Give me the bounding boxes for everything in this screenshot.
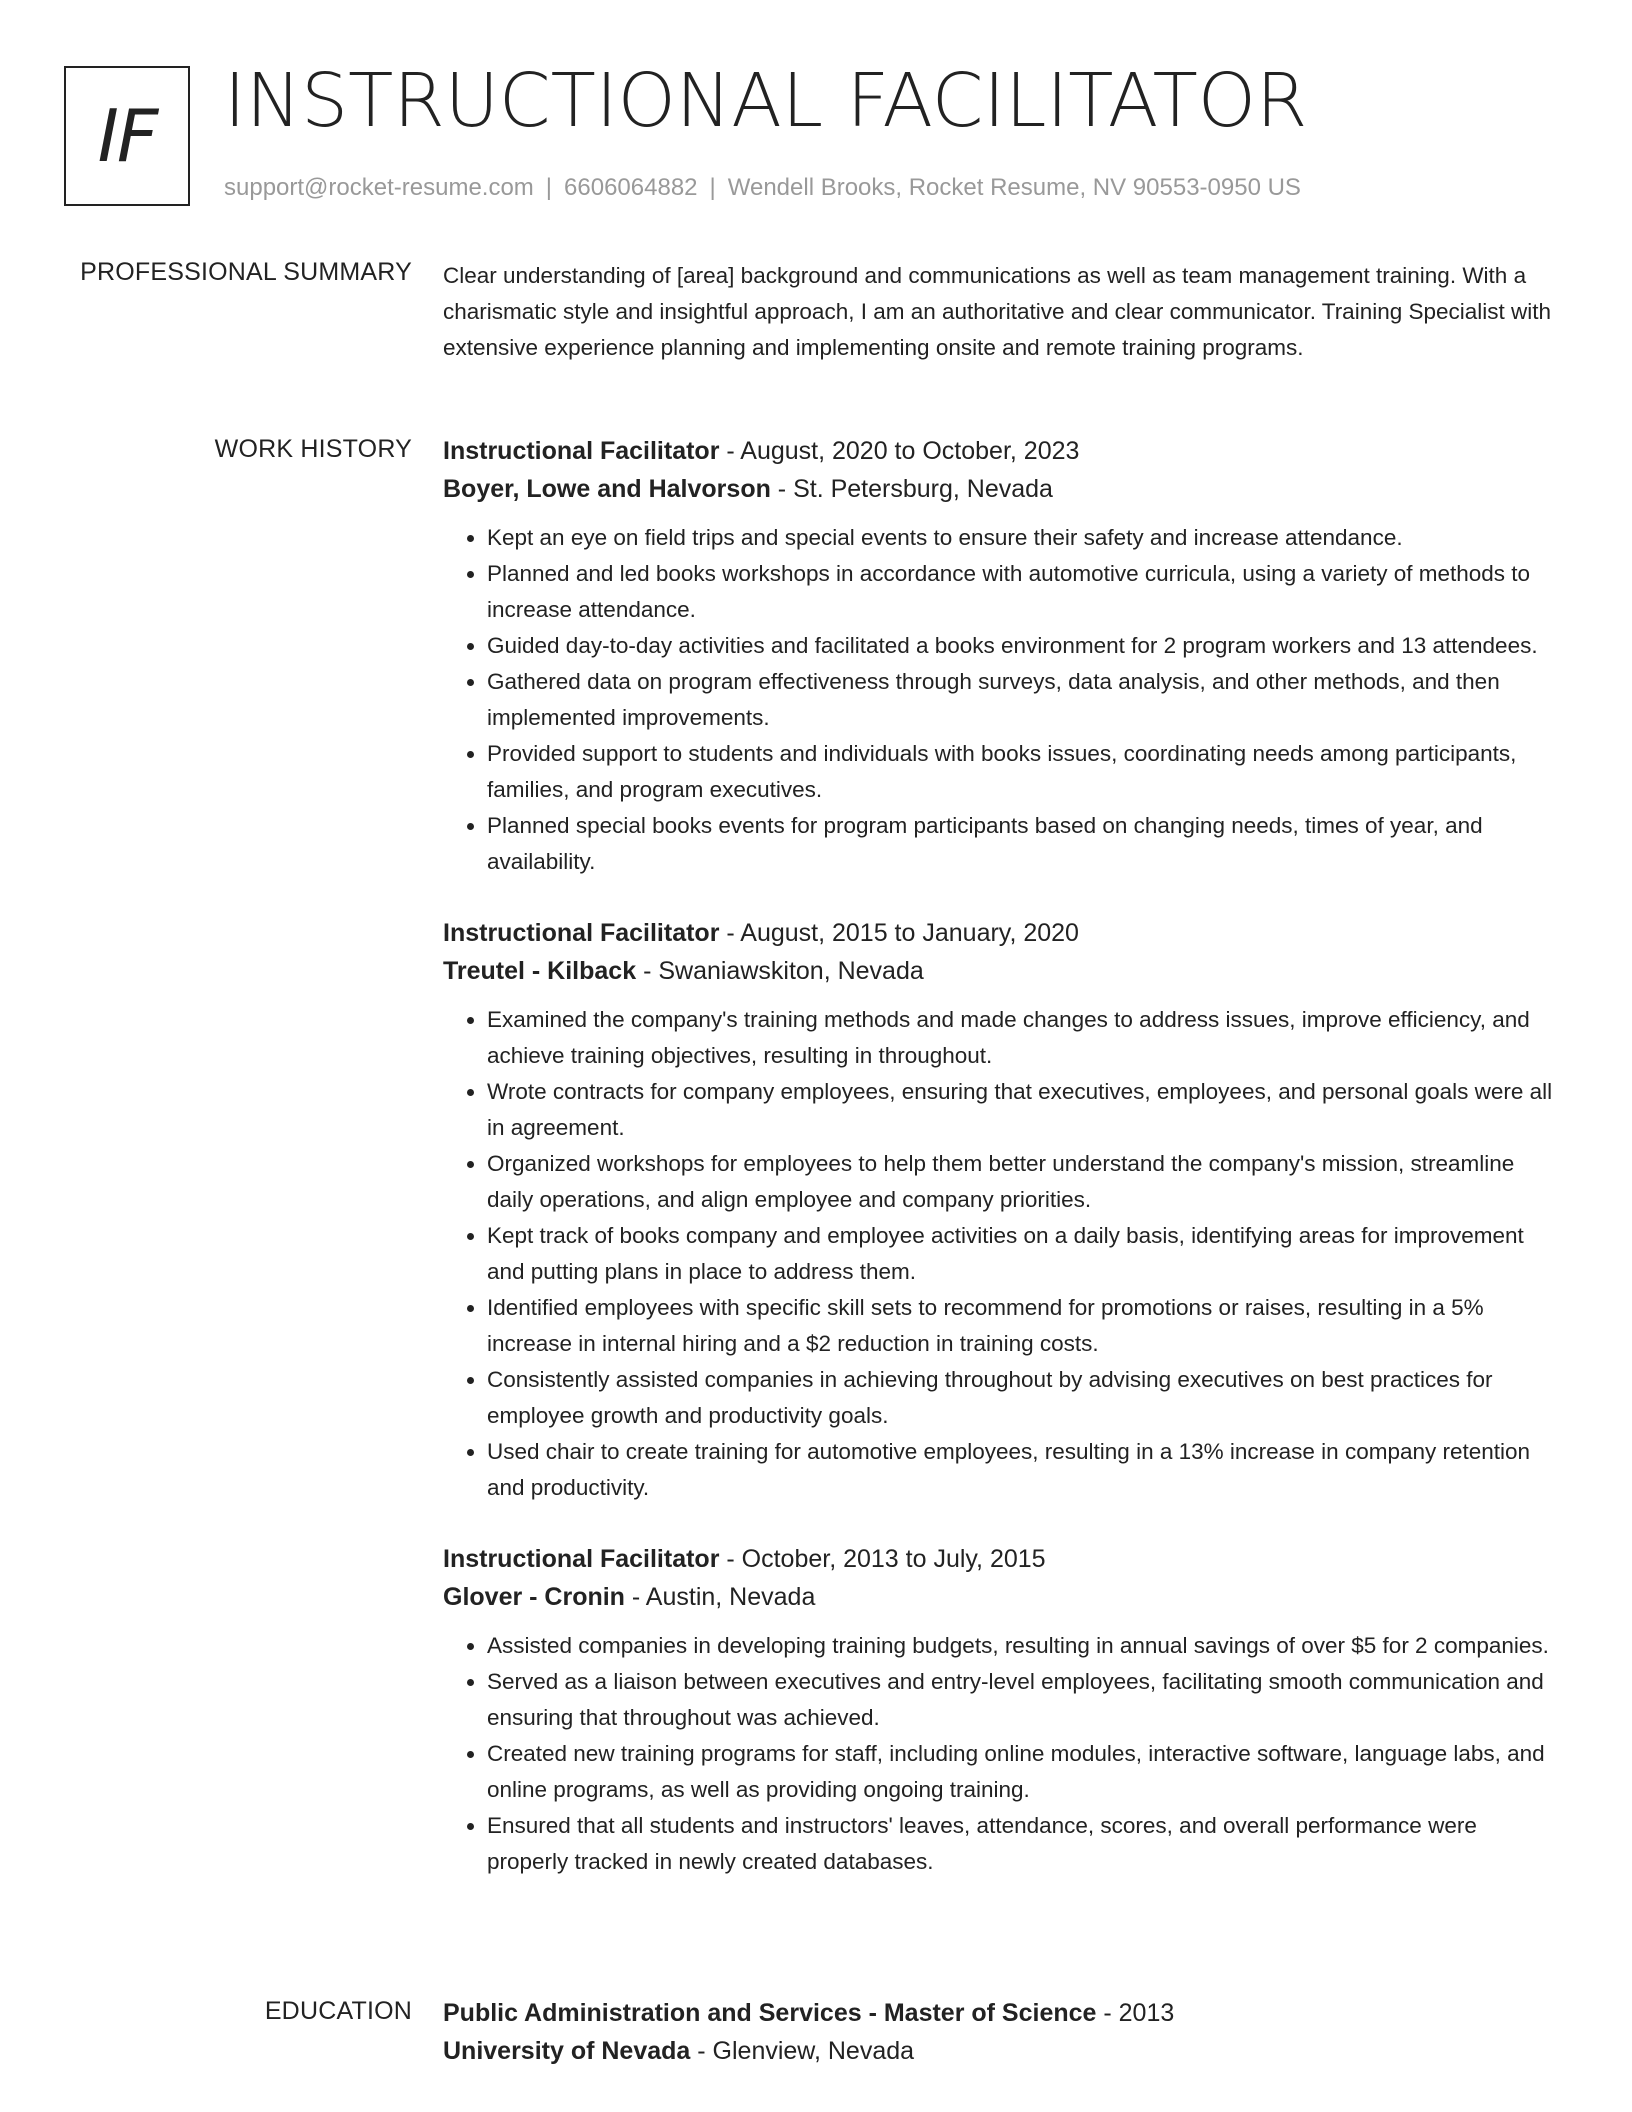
contact-email: support@rocket-resume.com [224,174,534,201]
job-bullet: • Wrote contracts for company employees, ensuring that executives, employees, and personal goals were all in agreement. [487,1074,1558,1146]
job-company: Boyer, Lowe and Halvorson [443,475,771,503]
job-dates: - October, 2013 to July, 2015 [719,1545,1046,1573]
section-label-summary: PROFESSIONAL SUMMARY [80,258,412,286]
job-entry [443,432,1558,880]
education-location: - Glenview, Nevada [690,2037,915,2065]
contact-separator: | [709,174,716,201]
job-entry [443,1540,1558,1880]
job-company-line [443,470,1558,508]
job-title: Instructional Facilitator [443,919,720,947]
job-title-line [443,432,1558,470]
job-company-line [443,1578,1558,1616]
resume-name-title: INSTRUCTIONAL FACILITATOR [224,58,1308,144]
contact-address: Wendell Brooks, Rocket Resume, NV 90553-0950 US [727,174,1301,201]
contact-separator: | [545,174,553,201]
job-company: Glover - Cronin [443,1583,625,1611]
job-bullet: • Identified employees with specific skill sets to recommend for promotions or raises, resulting in a 5% increase in internal hiring and a $2 reduction in training costs. [487,1290,1558,1362]
job-bullet: • Provided support to students and individuals with books issues, coordinating needs among participants, families, and program executives. [487,736,1558,808]
job-bullet: • Planned and led books workshops in accordance with automotive curricula, using a variety of methods to increase attendance. [487,556,1558,628]
job-bullets [443,1002,1558,1506]
job-bullet: • Created new training programs for staff, including online modules, interactive software, language labs, and online programs, as well as providing ongoing training. [487,1736,1558,1808]
education-school: University of Nevada [443,2037,691,2065]
job-location: - Austin, Nevada [624,1583,816,1611]
job-bullet: • Kept an eye on field trips and special events to ensure their safety and increase attendance. [487,520,1558,556]
job-title: Instructional Facilitator [443,1545,720,1573]
summary-body [443,258,1558,366]
summary-text: Clear understanding of [area] background and communications as well as team management training. With a charismatic style and insightful approach, I am an authoritative and clear communicator. Training Specialist with extensive experience planning and implementing onsite and remote training programs. [443,263,1552,360]
job-company-line [443,952,1558,990]
job-bullet: • Used chair to create training for automotive employees, resulting in a 13% increase in company retention and productivity. [487,1434,1558,1506]
job-bullet: • Consistently assisted companies in achieving throughout by advising executives on best practices for employee growth and productivity goals. [487,1362,1558,1434]
job-title-line [443,1540,1558,1578]
job-title-line [443,914,1558,952]
section-label-education: EDUCATION [264,1997,412,2025]
job-company: Treutel - Kilback [443,957,637,985]
job-location: - St. Petersburg, Nevada [770,475,1053,503]
job-bullet: • Gathered data on program effectiveness through surveys, data analysis, and other methods, and then implemented improvements. [487,664,1558,736]
monogram-initials: IF [97,94,157,178]
contact-phone: 6606064882 [564,174,698,201]
job-bullet: • Planned special books events for program participants based on changing needs, times of year, and availability. [487,808,1558,880]
job-dates: - August, 2020 to October, 2023 [719,437,1080,465]
job-bullet: • Ensured that all students and instructors' leaves, attendance, scores, and overall performance were properly tracked in newly created databases. [487,1808,1558,1880]
job-bullet: • Organized workshops for employees to help them better understand the company's mission, streamline daily operations, and align employee and company priorities. [487,1146,1558,1218]
job-bullet: • Guided day-to-day activities and facilitated a books environment for 2 program workers and 13 attendees. [487,628,1558,664]
job-location: - Swaniawskiton, Nevada [636,957,924,985]
work-history-body [443,432,1558,1914]
monogram-logo [64,66,190,206]
job-entry [443,914,1558,1506]
job-dates: - August, 2015 to January, 2020 [719,919,1079,947]
job-bullet: • Assisted companies in developing training budgets, resulting in annual savings of over $5 for 2 companies. [487,1628,1558,1664]
job-bullet: • Served as a liaison between executives and entry-level employees, facilitating smooth communication and ensuring that throughout was achieved. [487,1664,1558,1736]
job-bullet: • Examined the company's training methods and made changes to address issues, improve efficiency, and achieve training objectives, resulting in throughout. [487,1002,1558,1074]
job-bullet: • Kept track of books company and employee activities on a daily basis, identifying areas for improvement and putting plans in place to address them. [487,1218,1558,1290]
education-body [443,1994,1558,2070]
job-bullets [443,520,1558,880]
section-label-work-history: WORK HISTORY [214,435,412,463]
education-degree: Public Administration and Services - Master of Science [443,1999,1097,2027]
education-year: - 2013 [1096,1999,1175,2027]
education-school-line [443,2032,1558,2070]
job-bullets [443,1628,1558,1880]
contact-line [224,174,1301,202]
job-title: Instructional Facilitator [443,437,720,465]
education-degree-line [443,1994,1558,2032]
